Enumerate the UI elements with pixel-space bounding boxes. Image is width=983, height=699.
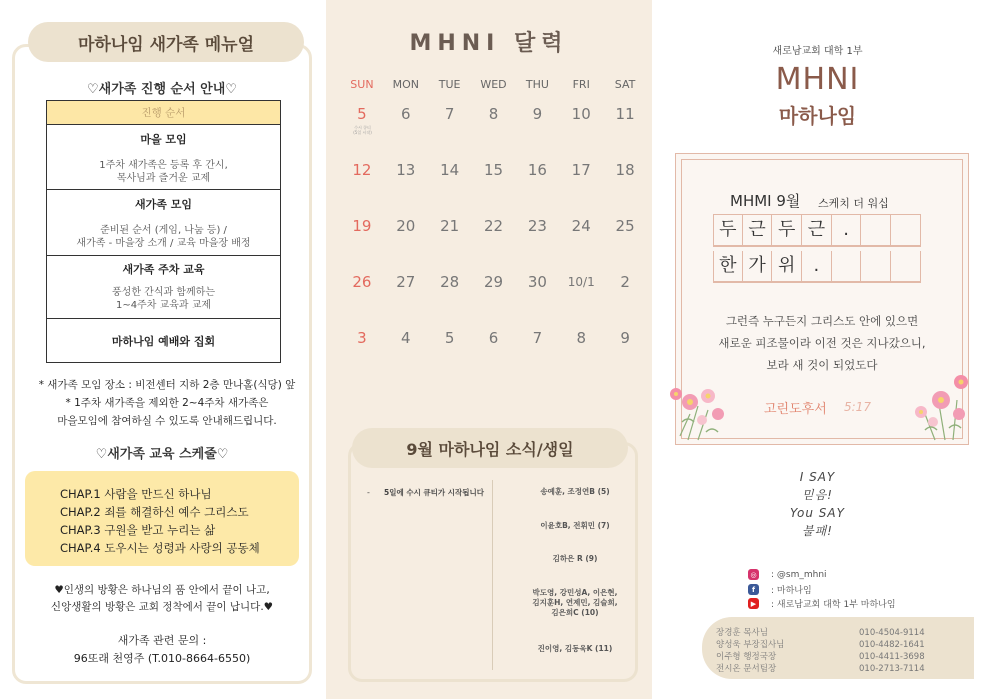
manual-title: 마하나임 새가족 메뉴얼 xyxy=(28,22,304,62)
calendar-day xyxy=(428,91,472,147)
slogan-line: You SAY xyxy=(790,506,845,520)
staff-phone: 010-2713-7114 xyxy=(859,664,925,674)
process-row xyxy=(47,319,280,362)
calendar-day-number: 30 xyxy=(527,273,547,291)
calendar-day-number: 9 xyxy=(620,329,630,347)
process-table xyxy=(46,100,281,363)
contact-value: 96또래 천영주 (T.010-8664-6550) xyxy=(73,652,251,665)
calendar-day xyxy=(515,203,559,259)
manuscript-cell xyxy=(891,251,921,281)
calendar-day-number: 9 xyxy=(532,105,543,123)
process-row xyxy=(47,125,280,190)
staff-phone: 010-4482-1641 xyxy=(859,640,925,650)
calendar-day-number: 13 xyxy=(396,161,416,179)
slogan-line: 불패! xyxy=(802,524,833,538)
staff-row xyxy=(716,663,974,675)
sketch-subtitle: 스케치 더 워십 xyxy=(818,197,889,210)
process-row xyxy=(47,190,280,256)
calendar-day xyxy=(515,147,559,203)
calendar-day-number: 8 xyxy=(576,329,586,347)
birthday-entry xyxy=(500,487,650,497)
chapter-box xyxy=(25,471,299,566)
social-text: : @sm_mhni xyxy=(771,569,827,580)
weekday-header xyxy=(340,78,647,91)
birthday-line: 김은희C (10) xyxy=(551,608,599,617)
weekday-label: SUN xyxy=(350,78,374,91)
manuscript-cell: 두 xyxy=(713,215,743,245)
slogan xyxy=(652,468,983,540)
calendar-day xyxy=(428,203,472,259)
birthday-line: 송예훈, 조정연B (5) xyxy=(540,487,610,496)
calendar-day-number: 28 xyxy=(440,273,460,291)
calendar-day xyxy=(340,259,384,315)
birthday-line: 김하은 R (9) xyxy=(552,554,598,563)
verse-line: 보라 새 것이 되었도다 xyxy=(766,358,878,372)
social-youtube[interactable] xyxy=(748,597,948,610)
calendar-day-number: 15 xyxy=(483,161,504,179)
calendar-day xyxy=(340,203,384,259)
calendar-day-number: 8 xyxy=(488,105,499,123)
closing-message xyxy=(12,582,312,616)
brand-logo-ko: 마하나임 xyxy=(778,104,857,128)
calendar-day-number: 18 xyxy=(615,161,635,179)
calendar-day-number: 10/1 xyxy=(567,275,595,289)
process-row-desc: 목사님과 즐거운 교제 xyxy=(116,173,211,184)
calendar-day-number: 16 xyxy=(527,161,547,179)
facebook-icon: f xyxy=(748,584,759,595)
news-bullet: - xyxy=(367,488,370,497)
calendar-day-number: 12 xyxy=(352,161,372,179)
calendar-day-number: 26 xyxy=(352,273,372,291)
process-table-head: 진행 순서 xyxy=(47,101,280,125)
calendar-day-number: 7 xyxy=(444,105,455,123)
calendar-day xyxy=(603,259,647,315)
church-name: 새로남교회 대학 1부 xyxy=(772,46,863,57)
calendar-day xyxy=(559,259,603,315)
closing-line: ♥인생의 방황은 하나님의 품 안에서 끝이 나고, xyxy=(54,584,270,596)
calendar-day-number: 23 xyxy=(527,217,547,235)
calendar-day xyxy=(384,259,428,315)
weekday-label: FRI xyxy=(572,78,590,91)
staff-contacts xyxy=(702,617,974,679)
calendar-day xyxy=(515,259,559,315)
calendar-day xyxy=(603,147,647,203)
staff-row xyxy=(716,651,974,663)
news-divider xyxy=(492,480,493,670)
birthday-line: 이윤호B, 전휘민 (7) xyxy=(540,521,610,530)
verse-number: 5:17 xyxy=(844,400,871,414)
staff-name: 이주형 행정국장 xyxy=(716,652,777,662)
process-row-title: 새가족 모임 xyxy=(135,198,192,211)
staff-phone: 010-4411-3698 xyxy=(859,652,925,662)
staff-phone: 010-4504-9114 xyxy=(859,628,925,638)
calendar-day-note-line: (5일 시작) xyxy=(353,130,372,135)
calendar-day xyxy=(472,315,516,371)
calendar-day-note-line: 수시 큐티 xyxy=(354,125,371,130)
chapter-item: CHAP.1 사람을 만드신 하나님 xyxy=(60,487,212,501)
manuscript-cell: 근 xyxy=(802,215,832,245)
weekday-label: MON xyxy=(392,78,419,91)
calendar-day-number: 2 xyxy=(620,273,630,291)
calendar-day-number: 10 xyxy=(571,105,591,123)
calendar-day xyxy=(559,315,603,371)
calendar-week-row xyxy=(340,91,647,147)
youtube-icon: ▶ xyxy=(748,598,759,609)
calendar-day-number: 29 xyxy=(483,273,504,291)
news-item: 5일에 수시 큐티가 시작됩니다 xyxy=(384,488,484,497)
note-line: 마을모임에 참여하실 수 있도록 안내해드립니다. xyxy=(57,415,277,427)
manuscript-grid xyxy=(713,214,921,287)
sketch-title: MHMI 9월 xyxy=(730,192,801,210)
calendar-day-number: 24 xyxy=(571,217,591,235)
calendar-day-number: 19 xyxy=(352,217,372,235)
calendar-day xyxy=(384,203,428,259)
calendar-day xyxy=(559,147,603,203)
process-row-desc: 준비된 순서 (게임, 나눔 등) / xyxy=(100,225,227,236)
process-heading: ♡새가족 진행 순서 안내♡ xyxy=(87,82,237,97)
slogan-line: 믿음! xyxy=(802,488,833,502)
calendar-day xyxy=(384,147,428,203)
calendar-day xyxy=(515,91,559,147)
calendar-week-row xyxy=(340,203,647,259)
calendar-day-number: 6 xyxy=(488,329,499,347)
calendar-day xyxy=(472,147,516,203)
verse-line: 새로운 피조물이라 이전 것은 지나갔으니, xyxy=(718,336,926,350)
flower-bouquet-right-icon xyxy=(905,370,973,442)
instagram-icon: ◎ xyxy=(748,569,759,580)
calendar-day xyxy=(559,91,603,147)
birthday-entry xyxy=(500,521,650,531)
brand-logo-en: MHNI xyxy=(775,62,860,97)
calendar-day xyxy=(340,91,384,147)
staff-row xyxy=(716,627,974,639)
calendar-day-number: 14 xyxy=(440,161,460,179)
calendar-day-number: 17 xyxy=(571,161,591,179)
birthday-entry xyxy=(500,554,650,564)
process-row-title: 마하나임 예배와 집회 xyxy=(111,335,216,348)
weekday-label: WED xyxy=(480,78,507,91)
process-row-desc: 1~4주차 교육과 교제 xyxy=(115,300,212,311)
manuscript-cell: 한 xyxy=(713,251,743,281)
calendar-week-row xyxy=(340,315,647,371)
closing-line: 신앙생활의 방황은 교회 정착에서 끝이 납니다.♥ xyxy=(50,601,274,613)
manuscript-cell: . xyxy=(832,215,862,245)
calendar-day xyxy=(340,147,384,203)
schedule-heading: ♡새가족 교육 스케줄♡ xyxy=(95,447,229,462)
social-text: : 새로남교회 대학 1부 마하나임 xyxy=(771,600,896,610)
process-row xyxy=(47,256,280,319)
calendar-day-number: 11 xyxy=(615,105,635,123)
process-row-title: 마을 모임 xyxy=(140,133,187,146)
calendar-day-number: 20 xyxy=(396,217,416,235)
manuscript-cell xyxy=(861,251,891,281)
calendar-day-note xyxy=(340,125,385,135)
calendar-day xyxy=(515,315,559,371)
chapter-item: CHAP.4 도우시는 성령과 사랑의 공동체 xyxy=(60,541,260,555)
calendar-day-number: 3 xyxy=(357,329,367,347)
note-line: * 새가족 모임 장소 : 비전센터 지하 2층 만나홀(식당) 앞 xyxy=(38,379,296,391)
contact-label: 새가족 관련 문의 : xyxy=(117,634,207,647)
calendar-day-number: 25 xyxy=(615,217,635,235)
weekday-label: THU xyxy=(525,78,549,91)
calendar-weeks xyxy=(340,91,647,371)
calendar-day-number: 5 xyxy=(357,105,367,123)
calendar-day xyxy=(472,91,516,147)
chapter-item: CHAP.2 죄를 해결하신 예수 그리스도 xyxy=(60,505,249,519)
calendar-day-number: 6 xyxy=(401,105,411,123)
birthday-line: 박도영, 강민성A, 이은현, xyxy=(532,588,618,597)
calendar-day-number: 27 xyxy=(396,273,416,291)
calendar-day xyxy=(472,259,516,315)
calendar-day xyxy=(559,203,603,259)
calendar-day xyxy=(472,203,516,259)
staff-name: 양성욱 부장집사님 xyxy=(716,640,785,650)
calendar-day xyxy=(428,259,472,315)
process-row-desc: 1주차 새가족은 등록 후 간시, xyxy=(99,160,228,171)
calendar-day-number: 22 xyxy=(483,217,504,235)
calendar-day xyxy=(428,315,472,371)
calendar-week-row xyxy=(340,259,647,315)
note-line: * 1주차 새가족을 제외한 2~4주차 새가족은 xyxy=(65,397,269,409)
calendar-day-number: 7 xyxy=(532,329,543,347)
social-instagram[interactable] xyxy=(748,569,948,580)
manuscript-cell xyxy=(891,215,921,245)
weekday-label: TUE xyxy=(438,78,461,91)
manuscript-cell: 가 xyxy=(743,251,773,281)
staff-name: 장경훈 목사님 xyxy=(716,628,768,638)
birthday-line: 김지훈H, 연제민, 김슬희, xyxy=(532,598,618,607)
birthday-entry xyxy=(500,588,650,618)
manuscript-cell: 위 xyxy=(772,251,802,281)
verse-line: 그런즉 누구든지 그리스도 안에 있으면 xyxy=(725,314,919,328)
manuscript-cell: 근 xyxy=(743,215,773,245)
news-title: 9월 마하나임 소식/생일 xyxy=(352,428,628,468)
manuscript-cell xyxy=(861,215,891,245)
calendar-week-row xyxy=(340,147,647,203)
weekday-label: SAT xyxy=(614,78,636,91)
process-row-desc: 풍성한 간식과 함께하는 xyxy=(112,287,215,298)
calendar-day xyxy=(340,315,384,371)
bible-verse xyxy=(675,310,969,376)
social-text: : 마하나임 xyxy=(771,586,812,596)
social-facebook[interactable] xyxy=(748,583,948,596)
calendar-grid xyxy=(340,78,647,371)
manuscript-row xyxy=(713,215,921,247)
calendar-day xyxy=(384,315,428,371)
staff-name: 전시온 문서팀장 xyxy=(716,664,777,674)
calendar-day xyxy=(428,147,472,203)
calendar-day xyxy=(603,91,647,147)
calendar-day xyxy=(603,315,647,371)
slogan-line: I SAY xyxy=(799,470,836,484)
calendar-day-number: 5 xyxy=(444,329,455,347)
calendar-day-number: 4 xyxy=(401,329,411,347)
notes xyxy=(12,376,322,430)
calendar-title: MHNI 달력 xyxy=(409,31,569,56)
process-row-desc: 새가족 - 마을장 소개 / 교육 마을장 배정 xyxy=(76,238,251,249)
manuscript-row xyxy=(713,251,921,283)
chapter-item: CHAP.3 구원을 받고 누리는 삶 xyxy=(60,523,216,537)
staff-row xyxy=(716,639,974,651)
process-row-title: 새가족 주차 교육 xyxy=(122,263,205,276)
calendar-day xyxy=(603,203,647,259)
manuscript-cell: 두 xyxy=(772,215,802,245)
manuscript-cell: . xyxy=(802,251,832,281)
birthday-entry xyxy=(500,644,650,654)
calendar-day-number: 21 xyxy=(440,217,460,235)
verse-reference: 고린도후서 xyxy=(764,402,827,417)
flower-bouquet-left-icon xyxy=(668,376,738,442)
manuscript-cell xyxy=(832,251,862,281)
calendar-day xyxy=(384,91,428,147)
birthday-line: 진이영, 김동욱K (11) xyxy=(537,644,613,653)
